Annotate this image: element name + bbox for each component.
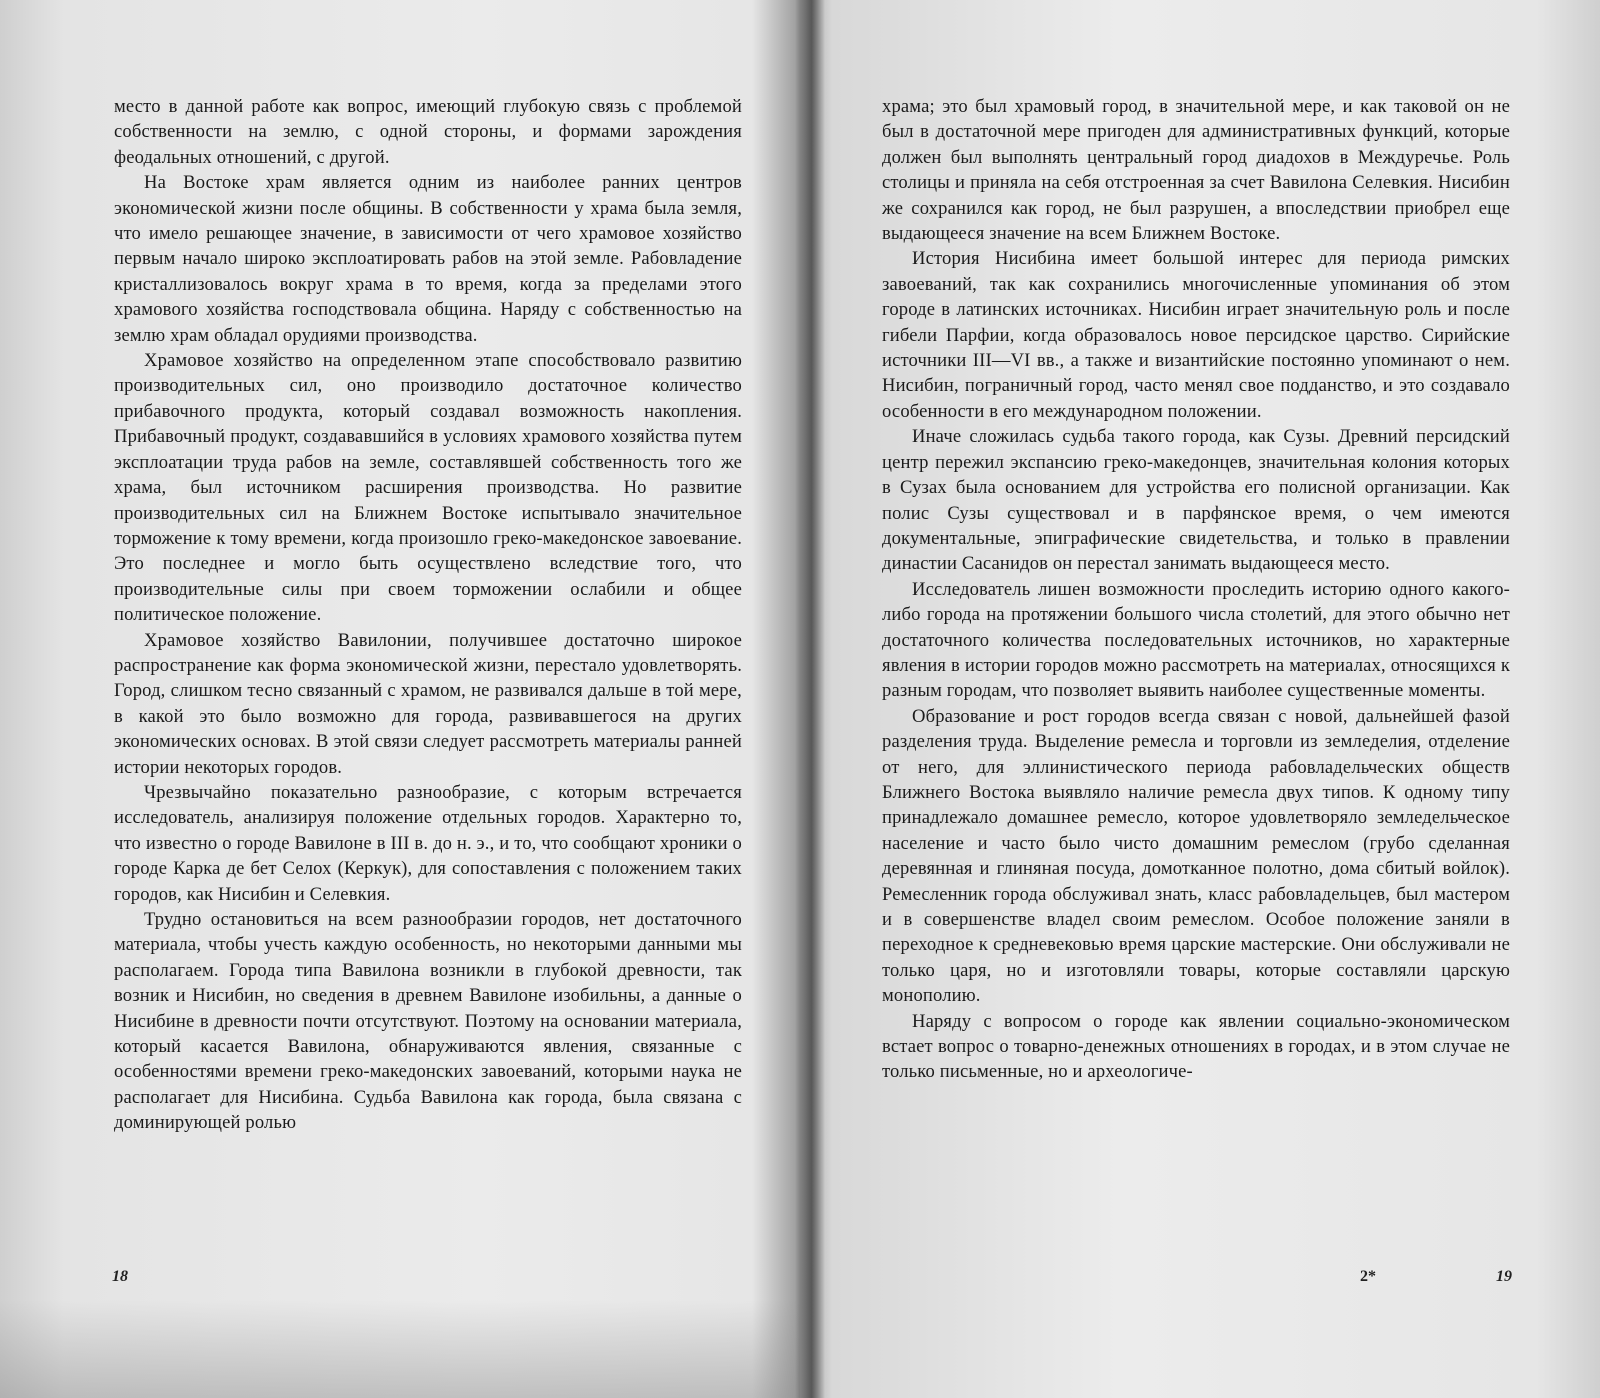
page-shadow <box>0 1300 800 1398</box>
page-number: 18 <box>112 1268 128 1285</box>
paragraph: Образование и рост городов всегда связан с новой, дальнейшей фазой разделения труда. Выделение ремесла и торговли из земледелия, отделение от него, для эллинистического периода рабовладельческих обществ Ближнего Востока выявляло наличие ремесла двух типов. К одному типу принадлежало домашнее ремесло, которое удовлетворяло земледельческое население и часто было чисто домашним ремеслом (грубо сделанная деревянная и глиняная посуда, домотканное полотно, дома сбитый войлок). Ремесленник города обслуживал знать, класс рабовладельцев, был мастером и в совершенстве владел своим ремеслом. Особое положение заняли в переходное к средневековью время царские мастерские. Они обслуживали не только царя, но и изготовляли товары, которые составляли царскую монополию. <box>882 705 1510 1007</box>
paragraph: Исследователь лишен возможности проследить историю одного какого-либо города на протяжении большого числа столетий, для этого обычно нет достаточного количества последовательных источников, но характерные явления в истории городов можно рассмотреть на материалах, относящихся к разным городам, что позволяет выявить наиболее существенные моменты. <box>882 578 1510 702</box>
right-page-text <box>882 94 1510 1085</box>
paragraph: Храмовое хозяйство Вавилонии, получившее достаточно широкое распространение как форма экономической жизни, перестало удовлетворять. Город, слишком тесно связанный с храмом, не развивался дальше в той мере, в какой это было возможно для города, развивавшегося на других экономических основах. В этой связи следует рассмотреть материалы ранней истории некоторых городов. <box>114 629 742 778</box>
paragraph: Храмовое хозяйство на определенном этапе способствовало развитию производительных сил, оно производило достаточное количество прибавочного продукта, который создавал возможность накопления. Прибавочный продукт, создававшийся в условиях храмового хозяйства путем эксплоатации труда рабов на земле, составлявшей собственность того же храма, был источником расширения производства. Но развитие производительных сил на Ближнем Востоке испытывало значительное торможение к тому времени, когда произошло греко-македонское завоевание. Это последнее и могло быть осуществлено вследствие того, что производительные силы при своем торможении ослабили и общее политическое положение. <box>114 350 742 626</box>
paragraph: место в данной работе как вопрос, имеющий глубокую связь с проблемой собственности на землю, с одной стороны, и формами зарождения феодальных отношений, с другой. <box>114 96 742 168</box>
paragraph: храма; это был храмовый город, в значительной мере, и как таковой он не был в достаточной мере пригоден для административных функций, которые должен был выполнять центральный город диадохов в Междуречье. Роль столицы и приняла на себя отстроенная за счет Вавилона Селевкия. Нисибин же сохранился как город, не был разрушен, а впоследствии приобрел еще выдающееся значение на всем Ближнем Востоке. <box>882 96 1510 245</box>
book-gutter <box>795 0 825 1398</box>
paragraph: На Востоке храм является одним из наиболее ранних центров экономической жизни после общины. В собственности у храма была земля, что имело решающее значение, в зависимости от чего храмовое хозяйство первым начало широко эксплоатировать рабов на этой земле. Рабовладение кристаллизовалось вокруг храма в то время, когда за пределами этого храмового хозяйства господствовала община. Наряду с собственностью на землю храм обладал орудиями производства. <box>114 172 742 346</box>
signature-mark: 2* <box>1360 1268 1376 1285</box>
left-page-text <box>114 94 742 1136</box>
paragraph: Наряду с вопросом о городе как явлении социально-экономическом встает вопрос о товарно-денежных отношениях в городах, и в этом случае не только письменные, но и археологиче- <box>882 1010 1510 1083</box>
right-page <box>830 0 1600 1398</box>
page-number: 19 <box>1496 1268 1512 1285</box>
paragraph: История Нисибина имеет большой интерес для периода римских завоеваний, так как сохранились многочисленные упоминания об этом городе в латинских источниках. Нисибин играет значительную роль и после гибели Парфии, когда образовалось новое персидское царство. Сирийские источники III—VI вв., а также и византийские постоянно упоминают о нем. Нисибин, пограничный город, часто менял свое подданство, и это создавало особенности в его международном положении. <box>882 248 1510 422</box>
paragraph: Трудно остановиться на всем разнообразии городов, нет достаточного материала, чтобы учесть каждую особенность, но некоторыми данными мы располагаем. Города типа Вавилона возникли в глубокой древности, так возник и Нисибин, но сведения в древнем Вавилоне изобильны, а данные о Нисибине в древности почти отсутствуют. Поэтому на основании материала, который касается Вавилона, обнаруживаются явления, связанные с особенностями времени греко-македонских завоеваний, которыми наука не располагает для Нисибина. Судьба Вавилона как города, была связана с доминирующей ролью <box>114 909 742 1134</box>
paragraph: Иначе сложилась судьба такого города, как Сузы. Древний персидский центр пережил экспансию греко-македонцев, значительная колония которых в Сузах была основанием для устройства его полисной организации. Как полис Сузы существовал и в парфянское время, о чем имеются документальные, эпиграфические свидетельства, и только в правлении династии Сасанидов он перестал занимать выдающееся место. <box>882 426 1510 575</box>
paragraph: Чрезвычайно показательно разнообразие, с которым встречается исследователь, анализируя положение отдельных городов. Характерно то, что известно о городе Вавилоне в III в. до н. э., и то, что сообщают хроники о городе Карка де бет Селох (Керкук), для сопоставления с положением таких городов, как Нисибин и Селевкия. <box>114 781 742 905</box>
